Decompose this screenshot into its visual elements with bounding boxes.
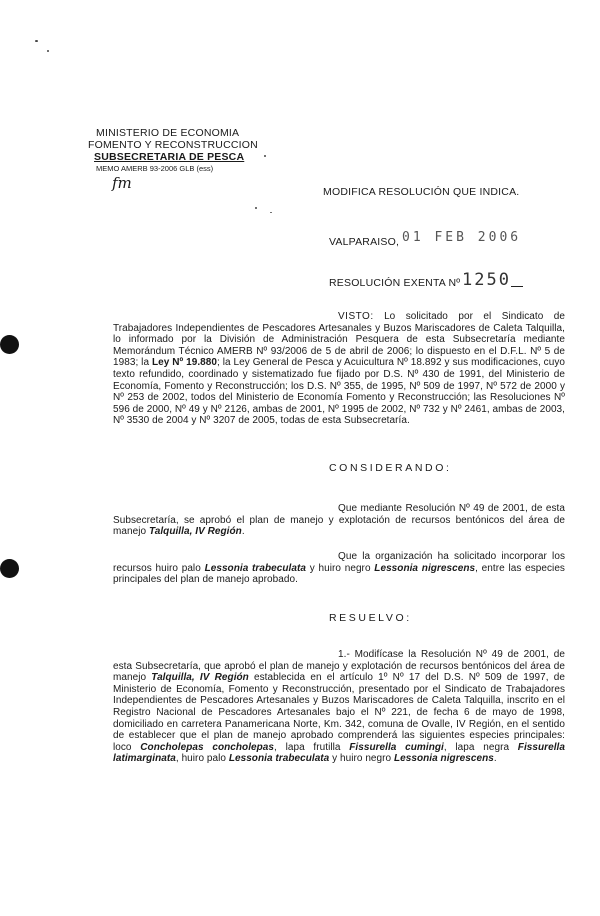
species-name: Lessonia nigrescens (393, 753, 494, 765)
subsecretariat-name: SUBSECRETARIA DE PESCA (94, 151, 245, 163)
letterhead (88, 127, 258, 175)
scan-speck (35, 40, 38, 42)
scan-speck (47, 50, 49, 52)
memo-reference: MEMO AMERB 93-2006 GLB (ess) (96, 164, 214, 173)
place-label: VALPARAISO, (329, 236, 400, 248)
punch-hole (0, 335, 19, 354)
visto-paragraph: VISTO: Lo solicitado por el Sindicato de Trabajadores Independientes de Pescadores Artesanales y Buzos Mariscadores de Caleta Talquilla, lo informado por la División de Administración Pesquera de esta Subsecretaría mediante Memorándum Técnico AMERB Nº 93/2006 de 5 de abril de 2006; lo dispuesto en el D.F.L. Nº 5 de 1983; la Ley Nº 19.880; la Ley General de Pesca y Acuicultura Nº 18.892 y sus modificaciones, cuyo texto refundido, coordinado y sistematizado fue fijado por D.S. Nº 430 de 1991, del Ministerio de Economía, Fomento y Reconstrucción; los D.S. Nº 355, de 1995, Nº 509 de 1997, Nº 572 de 2000 y Nº 253 de 2002, todos del Ministerio de Economía Fomento y Reconstrucción; las Resoluciones Nº 596 de 2000, Nº 49 y Nº 2126, ambas de 2001, Nº 1995 de 2002, Nº 732 y Nº 2461, ambas de 2003, Nº 3530 de 2004 y Nº 3207 de 2005, todas de esta Subsecretaría. (113, 311, 565, 427)
ministry-name-2: FOMENTO Y RECONSTRUCCION (88, 139, 258, 151)
date-stamp: 01 FEB 2006 (402, 230, 522, 245)
considerando-paragraph-2: Que la organización ha solicitado incorporar los recursos huiro palo Lessonia trabeculata y huiro negro Lessonia nigrescens, entre las especies principales del plan de manejo aprobado. (113, 551, 565, 586)
scan-speck (270, 212, 272, 213)
visto-label: VISTO: (338, 311, 374, 322)
considerando-paragraph-1: Que mediante Resolución Nº 49 de 2001, de esta Subsecretaría, se aprobó el plan de manejo y explotación de recursos bentónicos del área de manejo Talquilla, IV Región. (113, 503, 565, 538)
punch-hole (0, 559, 19, 578)
resuelvo-heading: RESUELVO: (329, 612, 412, 624)
scan-speck (264, 155, 266, 157)
ley-reference: Ley Nº 19.880 (151, 357, 218, 369)
subject-line: MODIFICA RESOLUCIÓN QUE INDICA. (323, 186, 520, 198)
resolution-label: RESOLUCIÓN EXENTA Nº (329, 277, 461, 289)
scan-speck (255, 207, 257, 209)
area-name: Talquilla, IV Región (151, 672, 249, 684)
resolution-trailing-mark (511, 286, 523, 287)
species-name: Fissurella latimarginata (113, 741, 565, 765)
considerando-heading: CONSIDERANDO: (329, 462, 452, 474)
resuelvo-paragraph-1: 1.- Modifícase la Resolución Nº 49 de 2001, de esta Subsecretaría, que aprobó el plan de manejo y explotación de recursos bentónicos del área de manejo Talquilla, IV Región establecida en el artículo 1º Nº 17 del D.S. Nº 509 de 1997, de Ministerio de Economía, Fomento y Reconstrucción, presentado por el Sindicato de Trabajadores Independientes de Pescadores Artesanales y Buzos Mariscadores de Caleta Talquilla, inscrito en el Registro Nacional de Pescadores Artesanales bajo el Nº 221, de fecha 6 de mayo de 1998, domiciliado en carretera Panamericana Norte, Km. 342, comuna de Ovalle, IV Región, en el sentido de establecer que el plan de manejo aprobado comprenderá las siguientes especies principales: loco Concholepas concholepas, lapa frutilla Fissurella cumingi, lapa negra Fissurella latimarginata, huiro palo Lessonia trabeculata y huiro negro Lessonia nigrescens. (113, 649, 565, 765)
area-name: Talquilla, IV Región (148, 526, 242, 538)
species-name: Lessonia trabeculata (228, 753, 330, 765)
resolution-number: 1250 (462, 270, 511, 290)
species-name: Concholepas concholepas (140, 741, 275, 753)
species-name: Fissurella cumingi (349, 741, 444, 753)
species-name: Lessonia nigrescens (374, 562, 476, 574)
species-name: Lessonia trabeculata (204, 562, 306, 574)
ministry-name: MINISTERIO DE ECONOMIA (96, 127, 240, 139)
handwritten-initials: fm (112, 174, 132, 192)
